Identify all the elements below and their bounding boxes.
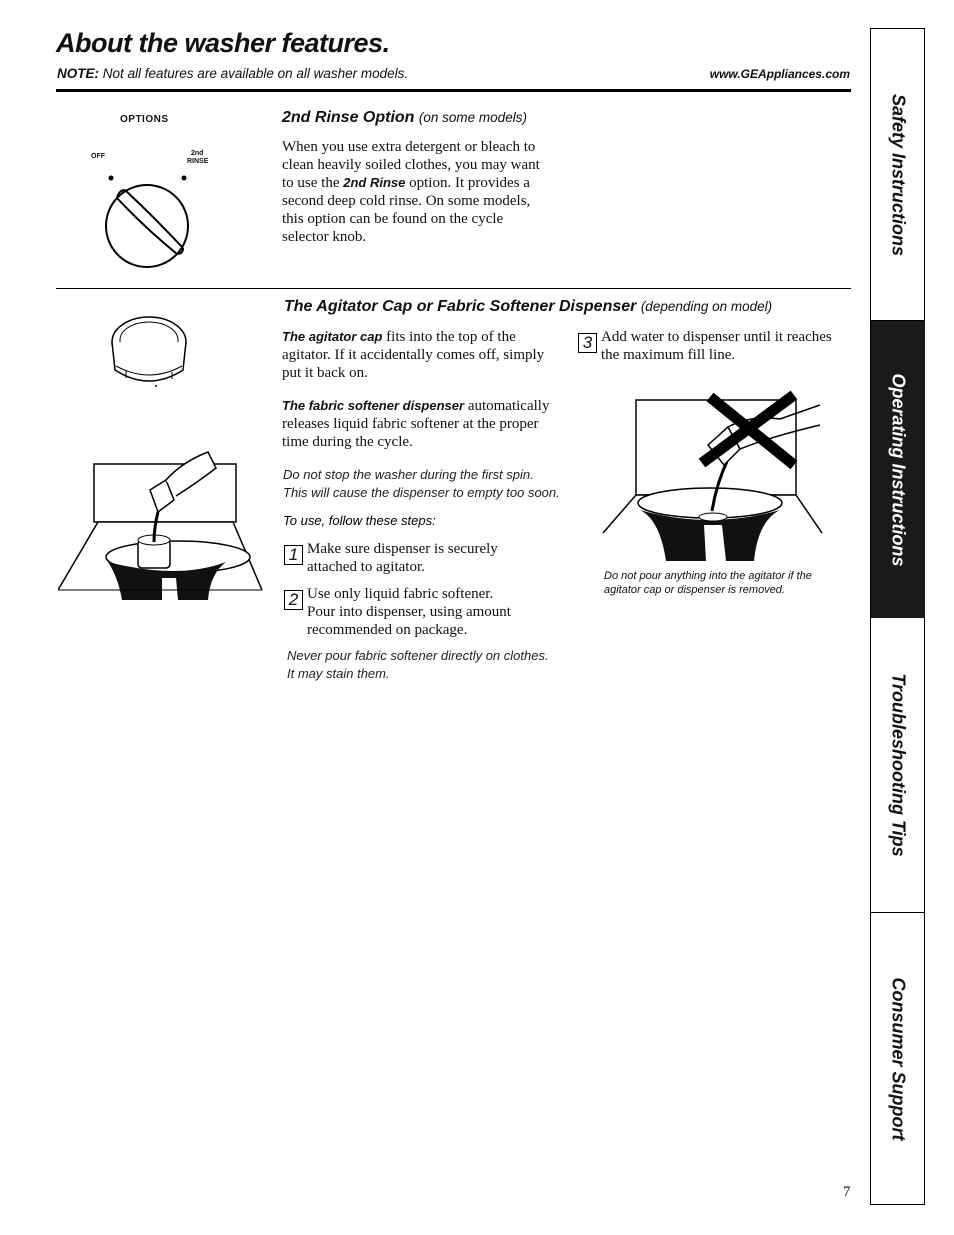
tab-operating-instructions[interactable] — [871, 321, 925, 618]
step-1-number: 1 — [284, 545, 303, 565]
step-2-line1: Use only liquid fabric softener. — [307, 586, 494, 602]
tab-safety-label: Safety Instructions — [888, 93, 909, 256]
page-number: 7 — [843, 1184, 851, 1200]
section-sidebar — [870, 28, 925, 1205]
rinse-body-part1: When you use extra detergent or bleach to clean heavily soiled clothes, you may want to use the — [282, 139, 540, 191]
knob-options-label: OPTIONS — [120, 114, 169, 125]
note-text: Not all features are available on all washer models. — [102, 66, 409, 81]
agitator-cap-paragraph — [282, 328, 560, 382]
tab-troubleshooting-tips[interactable] — [871, 618, 925, 913]
rinse-heading-text: 2nd Rinse Option — [282, 109, 415, 126]
step-1-line1: Make sure dispenser is securely — [307, 541, 498, 557]
step-2-number: 2 — [284, 590, 303, 610]
washer-pour-illustration — [58, 432, 263, 604]
warning-caption-line2: agitator cap or dispenser is removed. — [604, 584, 785, 596]
agitator-heading-sub: (depending on model) — [640, 299, 773, 314]
step-1-line2: attached to agitator. — [307, 559, 425, 575]
knob-2nd-label: 2nd — [191, 150, 204, 157]
agitator-heading — [284, 298, 772, 316]
step-3-line1: Add water to dispenser until it reaches — [601, 329, 832, 345]
step-2-text — [307, 585, 511, 639]
never-pour-warning: Never pour fabric softener directly on clothes. — [287, 648, 549, 663]
agitator-cap-text: fits into the top of the agitator. If it accidentally comes off, simply put it back on. — [282, 329, 545, 381]
dispenser-paragraph — [282, 397, 560, 451]
agitator-cap-icon — [106, 312, 192, 392]
rinse-body-bold: 2nd Rinse — [343, 175, 406, 190]
knob-off-label: OFF — [91, 153, 105, 160]
warning-caption-line1: Do not pour anything into the agitator if the — [604, 570, 812, 582]
header-rule — [56, 89, 851, 92]
warning-caption — [604, 569, 812, 597]
dispenser-text: automatically releases liquid fabric softener at the proper time during the cycle. — [282, 398, 550, 450]
step-3-line2: the maximum fill line. — [601, 347, 736, 363]
step-2-line3: recommended on package. — [307, 622, 468, 638]
stain-warning: It may stain them. — [287, 666, 390, 681]
page-title: About the washer features. — [56, 28, 390, 58]
step-3-number: 3 — [578, 333, 597, 353]
warning-first-spin: Do not stop the washer during the first spin. — [283, 467, 534, 482]
tab-consumer-support[interactable] — [871, 913, 925, 1204]
step-3-text — [601, 328, 832, 364]
tab-operating-label: Operating Instructions — [888, 372, 909, 567]
agitator-cap-bold: The agitator cap — [282, 329, 383, 344]
warning-empty-soon: This will cause the dispenser to empty too soon. — [283, 485, 560, 500]
tab-troubleshooting-label: Troubleshooting Tips — [888, 673, 909, 857]
washer-no-pour-illustration — [600, 385, 825, 565]
step-2-line2: Pour into dispenser, using amount — [307, 604, 511, 620]
dispenser-bold: The fabric softener dispenser — [282, 398, 465, 413]
note-label: NOTE: — [57, 66, 99, 81]
rinse-body-part2: option. It provides a second deep cold rinse. On some models, this option can be found on the cycle selector knob. — [282, 175, 531, 245]
rinse-body — [282, 138, 544, 246]
agitator-heading-text: The Agitator Cap or Fabric Softener Dispenser — [284, 298, 637, 315]
rinse-heading — [282, 109, 527, 127]
section-rule — [56, 288, 851, 289]
website-url: www.GEAppliances.com — [709, 67, 850, 81]
options-knob-icon — [95, 168, 200, 273]
steps-intro: To use, follow these steps: — [283, 513, 436, 528]
note — [57, 66, 408, 81]
tab-safety-instructions[interactable] — [871, 29, 925, 321]
knob-rinse-label: RINSE — [187, 158, 209, 165]
tab-consumer-label: Consumer Support — [888, 976, 909, 1141]
rinse-heading-sub: (on some models) — [418, 110, 527, 125]
step-1-text — [307, 540, 498, 576]
